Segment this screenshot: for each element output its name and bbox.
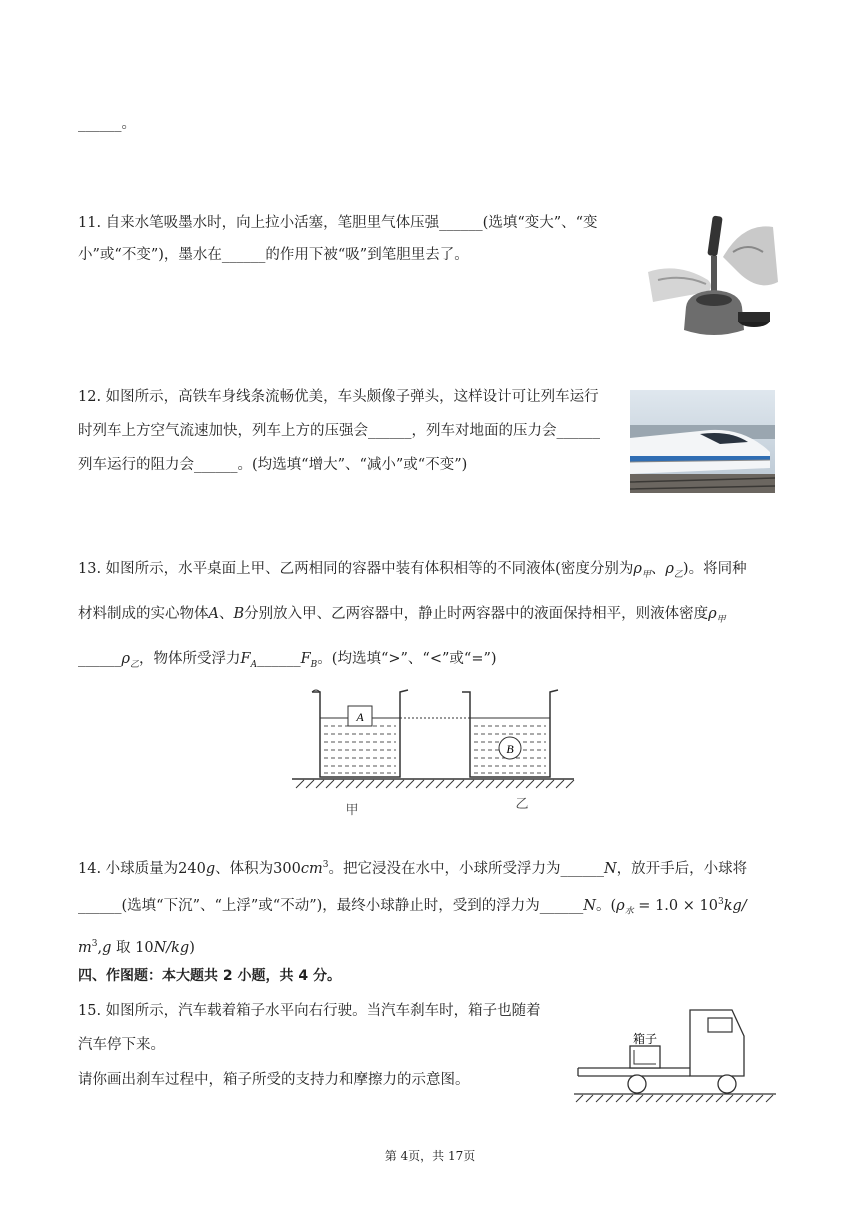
rho-symbol-2: ρ xyxy=(665,561,674,577)
q12-line1: 12. 如图所示，高铁车身线条流畅优美，车头颇像子弹头，这样设计可让列车运行 xyxy=(78,389,599,405)
sub-jia-2: 甲 xyxy=(716,614,726,625)
box-label: 箱子 xyxy=(632,1032,658,1046)
q13-line2-a: 材料制成的实心物体 xyxy=(78,606,209,622)
q13-line3-d: 。(均选填“>”、“<”或“=”) xyxy=(317,651,497,667)
q14-line3 xyxy=(78,934,195,958)
q13-line2-b: 分别放入甲、乙两容器中，静止时两容器中的液面保持相平，则液体密度 xyxy=(244,606,709,622)
q14-l2a: ______(选填“下沉”、“上浮”或“不动”)，最终小球静止时，受到的浮力为______ xyxy=(78,897,584,914)
q13-comma: 、 xyxy=(218,606,234,622)
q14-l1b: 、体积为 xyxy=(215,860,274,877)
sub-shui: 水 xyxy=(624,906,634,917)
q14-line1 xyxy=(78,855,747,879)
q13-line1-end: )。将同种 xyxy=(682,561,747,577)
sub-yi: 乙 xyxy=(673,569,683,580)
rho-symbol: ρ xyxy=(633,561,642,577)
top-fragment: ______。 xyxy=(78,116,136,132)
q15-line3: 请你画出刹车过程中，箱子所受的支持力和摩擦力的示意图。 xyxy=(78,1072,470,1088)
truck-box-diagram xyxy=(570,998,780,1110)
unit-g: g xyxy=(205,860,216,877)
sub-yi-2: 乙 xyxy=(130,659,140,670)
high-speed-train-photo xyxy=(630,390,775,493)
q13-line1 xyxy=(78,559,747,585)
q14-l1c: 。把它浸没在水中，小球所受浮力为______ xyxy=(328,860,604,877)
q13-line3 xyxy=(78,649,497,675)
q14-l1a: 14. 小球质量为 xyxy=(78,860,179,877)
q13-line2 xyxy=(78,604,726,630)
q13-line1-text: 13. 如图所示，水平桌面上甲、乙两相同的容器中装有体积相等的不同液体(密度分别为 xyxy=(78,561,634,577)
q13-line3-b: ，物体所受浮力 xyxy=(139,651,241,667)
q11-line1: 11. 自来水笔吸墨水时，向上拉小活塞，笔胆里气体压强______(选填“变大”、“变 xyxy=(78,215,598,231)
unit-cm: cm xyxy=(300,860,323,877)
section-4-heading: 四、作图题：本大题共 2 小题，共 4 分。 xyxy=(78,968,341,984)
q14-l3b: , xyxy=(97,939,103,956)
q15-line2: 汽车停下来。 xyxy=(78,1037,165,1053)
sub-jia: 甲 xyxy=(641,569,651,580)
rho-water: ρ xyxy=(616,897,625,914)
pen-ink-photo xyxy=(648,212,780,342)
unit-N-2: N xyxy=(583,897,596,914)
fig-label-yi: 乙 xyxy=(515,797,529,812)
exp-3: 3 xyxy=(322,860,329,870)
q13-line3-c: ______ xyxy=(257,651,301,667)
exp-3-b: 3 xyxy=(717,897,724,907)
q14-l3c: 取 10 xyxy=(111,939,154,956)
exp-3-c: 3 xyxy=(91,939,98,949)
unit-m: m xyxy=(78,939,92,956)
obj-A: A xyxy=(208,606,219,622)
obj-B: B xyxy=(233,606,245,622)
q12-line3: 列车运行的阻力会______。(均选填“增大”、“减小”或“不变”) xyxy=(78,457,468,473)
q14-l3d: ) xyxy=(189,939,195,956)
force-F: F xyxy=(240,651,251,667)
page-footer: 第 4页，共 17页 xyxy=(384,1149,476,1163)
q11-line2: 小”或“不变”)，墨水在______的作用下被“吸”到笔胆里去了。 xyxy=(78,247,469,263)
containers-diagram xyxy=(290,684,576,819)
symbol-g: g xyxy=(102,939,112,956)
q14-line2 xyxy=(78,892,747,922)
unit-Nkg: N/kg xyxy=(153,939,190,956)
q13-line3-a: ______ xyxy=(78,651,122,667)
q15-line1: 15. 如图所示，汽车载着箱子水平向右行驶。当汽车刹车时，箱子也随着 xyxy=(78,1003,541,1019)
fig-label-jia: 甲 xyxy=(345,803,359,818)
q12-line2: 时列车上方空气流速加快，列车上方的压强会______，列车对地面的压力会______ xyxy=(78,423,600,439)
sub-B: B xyxy=(310,659,318,670)
unit-kg: kg/ xyxy=(723,897,747,914)
q14-l2eq: = 1.0 × 10 xyxy=(633,897,718,914)
force-F-2: F xyxy=(300,651,311,667)
q13-sep: 、 xyxy=(650,561,666,577)
unit-N: N xyxy=(603,860,617,877)
q14-l1d: ，放开手后，小球将 xyxy=(616,860,748,877)
rho-symbol-4: ρ xyxy=(121,651,131,667)
q14-l2b: 。( xyxy=(595,897,617,914)
sub-A: A xyxy=(250,659,258,670)
q14-vol: 300 xyxy=(273,860,301,877)
fig-label-A: A xyxy=(356,710,364,724)
rho-symbol-3: ρ xyxy=(708,606,717,622)
q14-mass: 240 xyxy=(178,860,206,877)
fig-label-B: B xyxy=(506,742,514,756)
